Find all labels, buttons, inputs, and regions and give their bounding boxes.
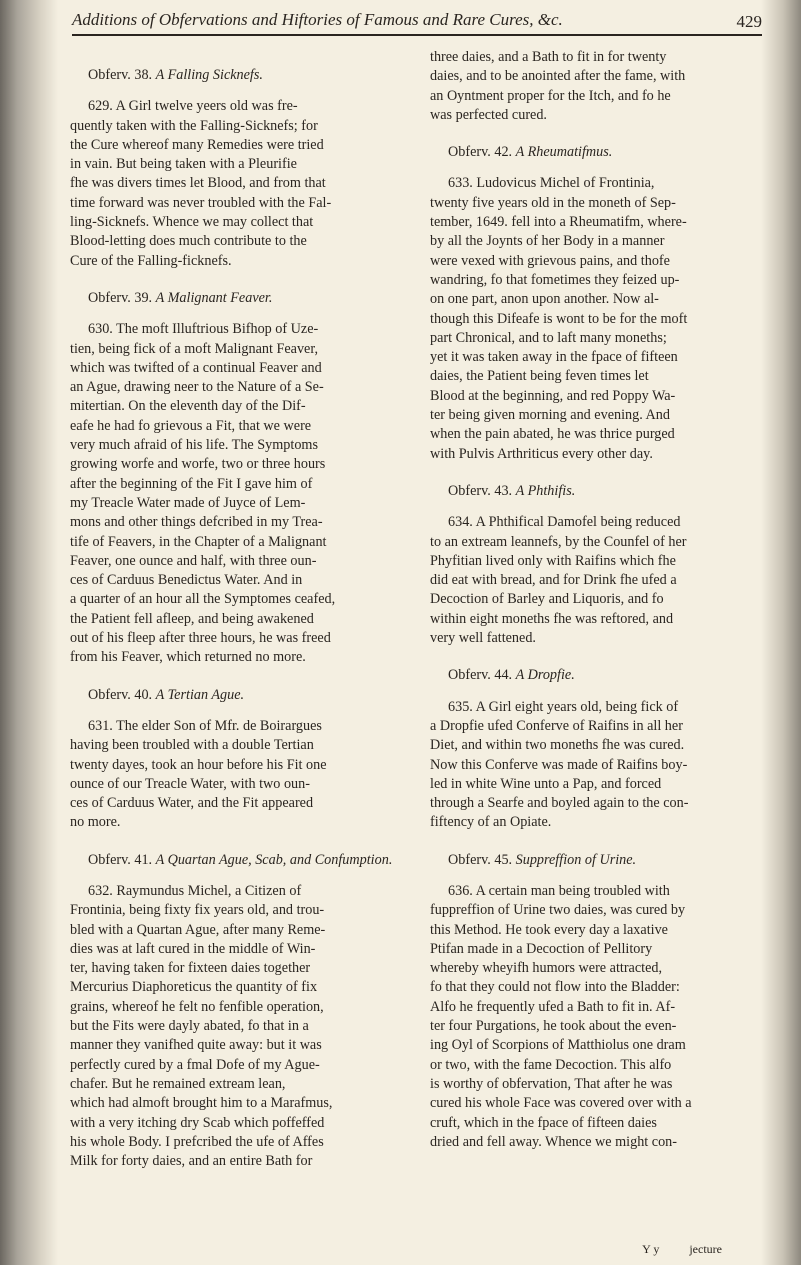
right-column bbox=[430, 48, 750, 1154]
observation-heading bbox=[448, 851, 750, 870]
signature-line bbox=[642, 1242, 722, 1257]
observation-heading bbox=[448, 482, 750, 501]
observation-title: A Quartan Ague, Scab, and Confumption. bbox=[155, 851, 393, 868]
case-paragraph: 634. A Phthifical Damofel being reduced to an extream leannefs, by the Counfel of her Phyfitian lived only with Raifins which fhe did eat with bread, and for Drink fhe ufed a Decoction of Barley and Liquoris, and fo within eight moneths fhe was reftored, and very well fattened. bbox=[430, 514, 687, 647]
book-page bbox=[62, 0, 762, 1265]
page-number: 429 bbox=[736, 12, 762, 31]
observation-title: A Tertian Ague. bbox=[155, 686, 245, 703]
observation-heading bbox=[448, 143, 750, 162]
continued-paragraph: three daies, and a Bath to fit in for twenty daies, and to be anointed after the fame, with an Oyntment proper for the Itch, and fo he was perfected cured. bbox=[430, 49, 686, 123]
left-column bbox=[70, 48, 393, 1173]
observation-title: A Dropfie. bbox=[515, 667, 575, 684]
signature-mark: Y y bbox=[642, 1242, 660, 1256]
case-paragraph: 631. The elder Son of Mfr. de Boirargues having been troubled with a double Tertian twenty dayes, took an hour before his Fit one ounce of our Treacle Water, with two oun- ces of Carduus Water, and the Fit appeared no more. bbox=[70, 717, 327, 831]
observation-title: A Malignant Feaver. bbox=[155, 289, 273, 306]
case-paragraph: 629. A Girl twelve yeers old was fre- quently taken with the Falling-Sicknefs; for the Cure whereof many Remedies were tried in vain. But being taken with a Pleurifie fhe was divers times let Blood, and from that time forward was never troubled with the Fal- ling-Sicknefs. Whence we may collect that Blood-letting does much contribute to the Cure of the Falling-ficknefs. bbox=[70, 98, 332, 269]
observation-heading bbox=[88, 66, 390, 85]
case-paragraph: 636. A certain man being troubled with fuppreffion of Urine two daies, was cured by this Method. He took every day a laxative Ptifan made in a Decoction of Pellitory whereby wheyifh humors were attracted, fo that they could not flow into the Bladder: Alfo he frequently ufed a Bath to fit in. Af- ter four Purgations, he took about the even- ing Oyl of Scorpions of Matthiolus one dram or two, with the fame Decoction. This alfo is worthy of obfervation, That after he was cured his whole Face was covered over with a cruft, which in the fpace of fifteen daies dried and fell away. Whence we might con- bbox=[430, 882, 692, 1150]
observation-number: Obferv. 43. bbox=[448, 482, 513, 499]
header-rule bbox=[72, 34, 762, 36]
observation-number: Obferv. 39. bbox=[88, 289, 153, 306]
running-head-title: Additions of Obfervations and Hiftories of Famous and Rare Cures, &c. bbox=[72, 10, 563, 29]
observation-heading bbox=[88, 686, 390, 705]
observation-title: A Rheumatifmus. bbox=[515, 144, 613, 161]
case-paragraph: 630. The moft Illuftrious Bifhop of Uze- tien, being fick of a moft Malignant Feaver, which was twifted of a continual Feaver and an Ague, drawing neer to the Nature of a Se- mitertian. On the eleventh day of the Dif- eafe he had fo grievous a Fit, that we were very much afraid of his life. The Symptoms growing worfe and worfe, two or three hours after the beginning of the Fit I gave him of my Treacle Water made of Juyce of Lem- mons and other things defcribed in my Trea- tife of Feavers, in the Chapter of a Malignant Feaver, one ounce and half, with three oun- ces of Carduus Benedictus Water. And in a quarter of an hour all the Symptomes ceafed, the Patient fell afleep, and being awakened out of his fleep after three hours, he was freed from his Feaver, which returned no more. bbox=[70, 321, 336, 666]
observation-title: Suppreffion of Urine. bbox=[515, 851, 637, 868]
observation-heading bbox=[88, 289, 390, 308]
observation-title: A Phthifis. bbox=[515, 482, 576, 499]
case-paragraph: 633. Ludovicus Michel of Frontinia, twenty five years old in the moneth of Sep- tember, 1649. fell into a Rheumatifm, where- by all the Joynts of her Body in a manner were vexed with grievous pains, and thofe wandring, fo that fometimes they feized up- on one part, anon upon another. Now al- though this Difeafe is wont to be for the moft part Chronical, and to laft many moneths; yet it was taken away in the fpace of fifteen daies, the Patient being feven times let Blood at the beginning, and red Poppy Wa- ter being given morning and evening. And when the pain abated, he was thrice purged with Pulvis Arthriticus every other day. bbox=[430, 175, 688, 462]
observation-title: A Falling Sicknefs. bbox=[155, 67, 263, 83]
observation-number: Obferv. 41. bbox=[88, 851, 153, 868]
observation-heading bbox=[88, 851, 393, 870]
observation-heading bbox=[448, 666, 750, 685]
catchword: jecture bbox=[689, 1242, 722, 1256]
observation-number: Obferv. 42. bbox=[448, 144, 513, 161]
case-paragraph: 632. Raymundus Michel, a Citizen of Frontinia, being fixty fix years old, and trou- bled with a Quartan Ague, after many Reme- dies was at laft cured in the middle of Win- ter, having taken for fixteen daies together Mercurius Diaphoreticus the quantity of fix grains, whereof he felt no fenfible operation, but the Fits were dayly abated, fo that in a manner they vanifhed quite away: but it was perfectly cured by a fmal Dofe of my Ague- chafer. But he remained extream lean, which had almoft brought him to a Marafmus, with a very itching dry Scab which poffeffed his whole Body. I prefcribed the ufe of Affes Milk for forty daies, and an entire Bath for bbox=[70, 882, 333, 1170]
observation-number: Obferv. 44. bbox=[448, 667, 513, 684]
observation-number: Obferv. 45. bbox=[448, 851, 513, 868]
page-gutter-shadow bbox=[0, 0, 58, 1265]
observation-number: Obferv. 38. bbox=[88, 67, 153, 83]
observation-number: Obferv. 40. bbox=[88, 686, 153, 703]
case-paragraph: 635. A Girl eight years old, being fick of a Dropfie ufed Conferve of Raifins in all her Diet, and within two moneths fhe was cured. Now this Conferve was made of Raifins boy- led in white Wine unto a Pap, and forced through a Searfe and boyled again to the con- fiftency of an Opiate. bbox=[430, 698, 689, 831]
page-edge-shadow bbox=[761, 0, 801, 1265]
